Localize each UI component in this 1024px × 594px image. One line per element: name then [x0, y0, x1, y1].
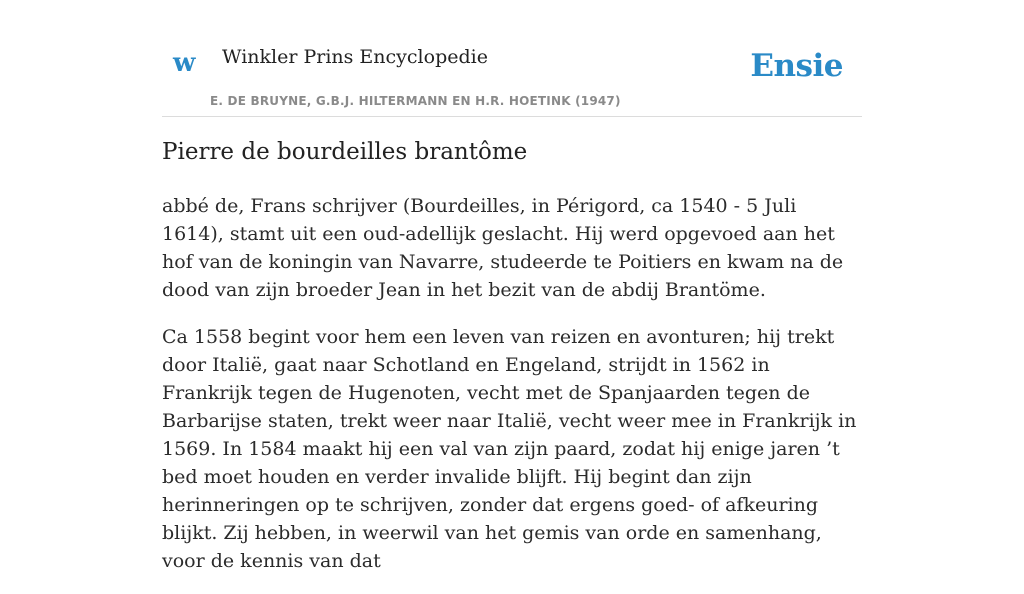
publication-logo[interactable]: w [173, 48, 196, 78]
article-paragraph-1: abbé de, Frans schrijver (Bourdeilles, in Périgord, ca 1540 - 5 Juli 1614), stamt uit een oud-adellijk geslacht. Hij werd opgevoed aan het hof van de koningin van Navarre, studeerde te Poitiers en kwam na de dood van zijn broeder Jean in het bezit van de abdij Brantöme. [162, 195, 844, 301]
publication-title-link[interactable]: Winkler Prins Encyclopedie [222, 46, 488, 68]
article-paragraph-2: Ca 1558 begint voor hem een leven van reizen en avonturen; hij trekt door Italië, gaat naar Schotland en Engeland, strijdt in 1562 in Frankrijk tegen de Hugenoten, vecht met de Spanjaarden tegen de Barbarijse staten, trekt weer naar Italië, vecht weer mee in Frankrijk in 1569. In 1584 maakt hij een val van zijn paard, zodat hij enige jaren ’t bed moet houden en verder invalide blijft. Hij begint dan zijn herinneringen op te schrijven, zonder dat ergens goed- of afkeuring blijkt. Zij hebben, in weerwil van het gemis van orde en samenhang, voor de kennis van dat [162, 326, 857, 572]
site-header [162, 0, 862, 117]
article-title: Pierre de bourdeilles brantôme [162, 139, 528, 165]
publication-authors: E. DE BRUYNE, G.B.J. HILTERMANN EN H.R. HOETINK (1947) [210, 94, 621, 108]
article-body [162, 192, 862, 594]
page-container [162, 0, 862, 572]
ensie-brand-logo[interactable]: Ensie [750, 48, 843, 84]
